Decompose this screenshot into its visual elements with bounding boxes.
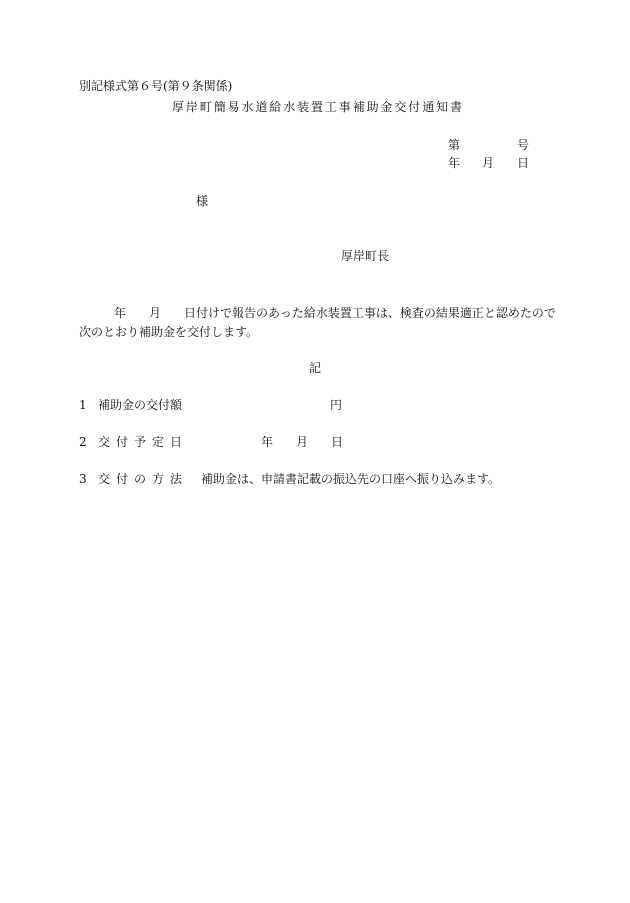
item-3-label: 交付の方法 — [98, 472, 189, 486]
body-month: 月 — [149, 306, 162, 320]
item-3-number: 3 — [79, 472, 87, 486]
document-title: 厚岸町簡易水道給水装置工事補助金交付通知書 — [172, 100, 464, 114]
addressee-suffix: 様 — [196, 194, 209, 208]
body-line-2: 次のとおり補助金を交付します。 — [79, 325, 259, 339]
item-2-month: 月 — [296, 435, 309, 449]
item-1-value: 円 — [330, 398, 343, 412]
body-year: 年 — [114, 306, 127, 320]
form-label: 別記様式第６号(第９条関係) — [79, 79, 233, 93]
date-month: 月 — [482, 156, 495, 170]
item-2-year: 年 — [261, 435, 274, 449]
date-day: 日 — [517, 156, 530, 170]
item-2-day: 日 — [331, 435, 344, 449]
body-line-1: 日付けで報告のあった給水装置工事は、検査の結果適正と認めたので — [184, 306, 556, 320]
item-1-label: 補助金の交付額 — [98, 398, 183, 412]
date-year: 年 — [448, 156, 461, 170]
issuer: 厚岸町長 — [341, 249, 390, 263]
item-3-value: 補助金は、申請書記載の振込先の口座へ振り込みます。 — [201, 472, 501, 486]
doc-number-prefix: 第 — [448, 138, 461, 152]
doc-number-suffix: 号 — [517, 138, 530, 152]
ki-heading: 記 — [309, 361, 322, 375]
item-2-number: 2 — [79, 435, 87, 449]
item-1-number: 1 — [79, 398, 87, 412]
item-2-label: 交付予定日 — [98, 435, 189, 449]
